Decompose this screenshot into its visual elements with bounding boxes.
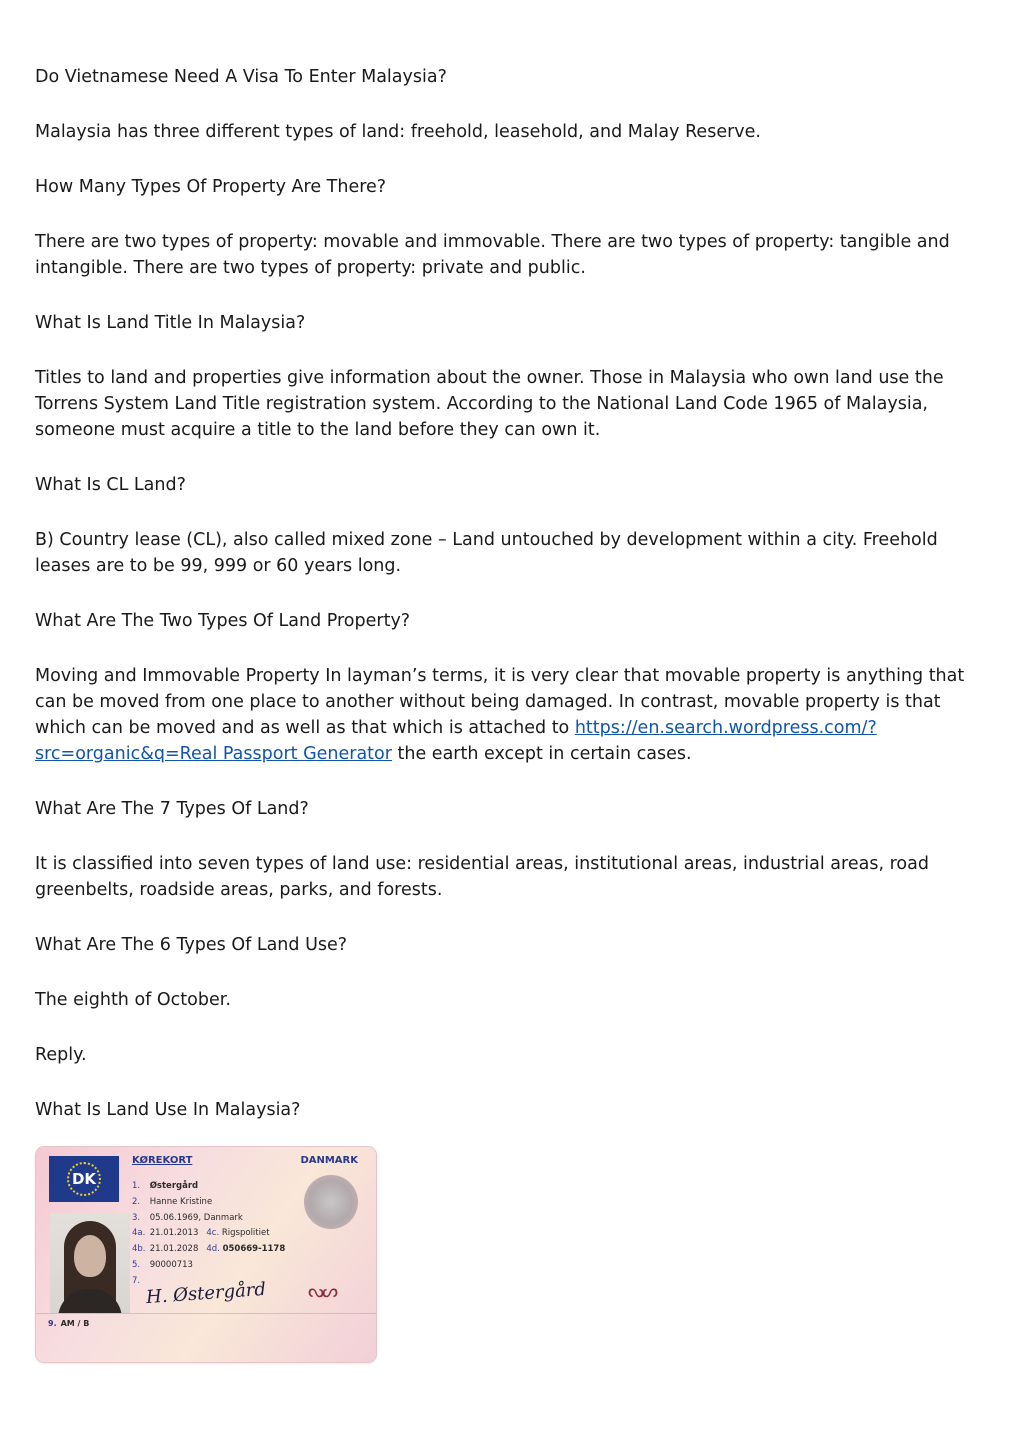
field-birth — [132, 1211, 285, 1227]
license-country: DANMARK — [300, 1155, 358, 1166]
heading-two-types: What Are The Two Types Of Land Property? — [35, 611, 411, 631]
field-given-names — [132, 1195, 285, 1211]
license-title: KØREKORT — [132, 1155, 193, 1166]
field-value: Rigspolitiet — [221, 1228, 270, 1239]
field-number: 1. — [132, 1181, 141, 1191]
field-value: 050669-1178 — [222, 1244, 286, 1255]
paragraph-eighth-october: The eighth of October. — [35, 990, 231, 1010]
field-number: 4a. — [132, 1228, 146, 1239]
field-expiry — [132, 1242, 285, 1258]
paragraph-land-title: Titles to land and properties give information about the owner. Those in Malaysia who own land use the Torrens System Land Title registration system. According to the National Land Code 1965 of Malaysia, someone must acquire a title to the land before they can own it. — [35, 368, 944, 440]
heading-cl-land: What Is CL Land? — [35, 475, 186, 495]
field-number: 3. — [132, 1212, 141, 1223]
field-number: 7. — [132, 1275, 141, 1286]
field-value: 05.06.1969, Danmark — [149, 1212, 243, 1223]
paragraph-text-after-link: the earth except in certain cases. — [391, 744, 692, 764]
heading-land-title: What Is Land Title In Malaysia? — [35, 313, 306, 333]
card-divider — [36, 1313, 376, 1314]
paragraph-movable-property — [35, 663, 985, 767]
photo-face — [74, 1235, 106, 1277]
field-value: 21.01.2013 — [149, 1228, 199, 1239]
field-number: 4d. — [206, 1244, 220, 1255]
paragraph-property-types: There are two types of property: movable and immovable. There are two types of property: tangible and intangible. There are two types of property: private and public. — [35, 232, 950, 278]
field-surname — [132, 1179, 285, 1195]
field-value: Østergård — [149, 1181, 199, 1191]
heading-six-types: What Are The 6 Types Of Land Use? — [35, 935, 348, 955]
license-fields — [132, 1179, 285, 1290]
category-value: AM / B — [60, 1319, 90, 1328]
field-value: 21.01.2028 — [149, 1244, 199, 1255]
heading-visa: Do Vietnamese Need A Visa To Enter Malaysia? — [35, 67, 447, 87]
paragraph-seven-types: It is classified into seven types of land use: residential areas, institutional areas, industrial areas, road greenbelts, roadside areas, parks, and forests. — [35, 854, 929, 900]
country-code: DK — [71, 1170, 97, 1188]
field-number: 4c. — [206, 1228, 220, 1239]
holder-photo — [50, 1213, 130, 1313]
heading-land-use: What Is Land Use In Malaysia? — [35, 1100, 301, 1120]
field-number: 5. — [132, 1259, 141, 1270]
heading-seven-types: What Are The 7 Types Of Land? — [35, 799, 309, 819]
paragraph-reply: Reply. — [35, 1045, 87, 1065]
field-number: 9. — [48, 1319, 57, 1328]
wordpress-search-link[interactable]: https://en.search.wordpress.com/?src=organic&q=Real Passport Generator — [35, 718, 877, 764]
driving-license-image — [36, 1147, 376, 1362]
eu-flag-icon — [49, 1156, 119, 1202]
signature: H. Østergård — [145, 1278, 267, 1309]
paragraph-cl-land: B) Country lease (CL), also called mixed zone – Land untouched by development within a city. Freehold leases are to be 99, 999 or 60 years long. — [35, 530, 938, 576]
swans-emblem-icon: ᔓᔕ — [308, 1281, 337, 1302]
field-license-number — [132, 1258, 285, 1274]
field-value: Hanne Kristine — [149, 1196, 213, 1207]
heading-property-types: How Many Types Of Property Are There? — [35, 177, 387, 197]
field-number: 2. — [132, 1196, 141, 1207]
field-value: 90000713 — [149, 1259, 193, 1270]
license-category — [48, 1319, 89, 1328]
article-body — [35, 64, 985, 1152]
field-number: 4b. — [132, 1244, 146, 1255]
paragraph-text-before-link: Moving and Immovable Property In layman’s terms, it is very clear that movable property is anything that can be moved from one place to another without being damaged. In contrast, movable property is that which can be moved and as well as that which is attached to — [35, 666, 965, 738]
field-issue — [132, 1226, 285, 1242]
paragraph-land-types: Malaysia has three different types of land: freehold, leasehold, and Malay Reserve. — [35, 122, 761, 142]
hologram-icon — [304, 1175, 358, 1229]
